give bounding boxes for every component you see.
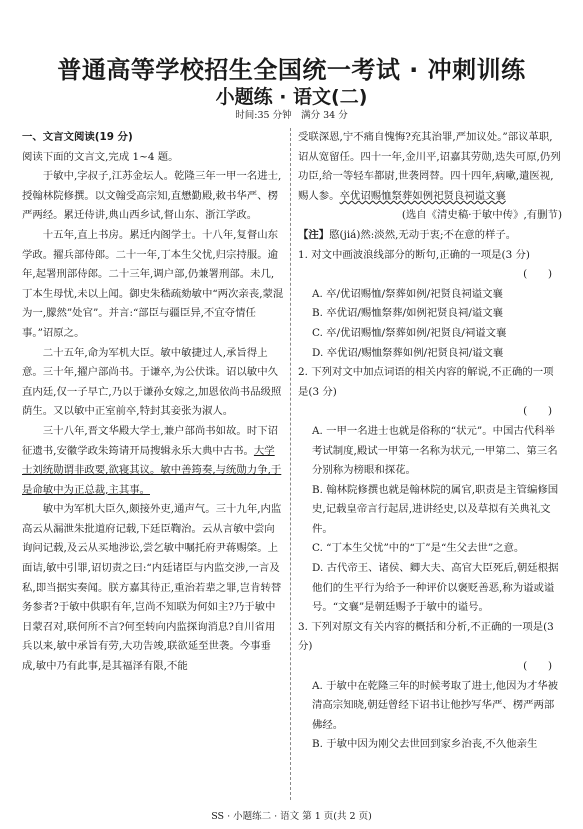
note-label: 【注】 xyxy=(298,228,330,241)
source-citation: (选自《清史稿·于敏中传》,有删节) xyxy=(401,209,562,222)
question-1 xyxy=(298,246,562,364)
exam-info: 时间:35 分钟 满分 34 分 xyxy=(235,110,348,121)
page-footer: SS · 小题练二 · 语文 第 1 页(共 2 页) xyxy=(211,811,372,822)
passage-paragraph-4 xyxy=(22,422,284,500)
question-2 xyxy=(298,363,562,618)
question-stem: 1. 对文中画波浪线部分的断句,正确的一项是(3 分) xyxy=(298,248,530,261)
left-column xyxy=(22,128,284,677)
instruction-text: 阅读下面的文言文,完成 1~4 题。 xyxy=(22,150,179,163)
option-d[interactable]: D. 古代帝王、诸侯、卿大夫、高官大臣死后,朝廷根据他们的生平行为给予一种评价以褒贬善恶,称为谥或谥号。“文襄”是朝廷赐予于敏中的谥号。 xyxy=(312,562,559,614)
option-b[interactable]: B. 卒优诏/赐恤祭葬/如例祀贤良祠/谥文襄 xyxy=(312,307,503,320)
passage-paragraph-2: 十五年,直上书房。累迁内阁学士。十八年,复督山东学政。擢兵部侍郎。二十一年,丁本生父忧,归宗持服。逾年,起署刑部侍郎。二十三年,调户部,仍兼署刑部。未几,丁本生母忧,未以上闻。御史朱嵇疏劾敏中“两次亲丧,蒙混为一,朦然”处官”。并言:“部臣与疆臣异,不宜夺情任事。”诏原之。 xyxy=(22,228,284,339)
note-text: 愍(jiá)然:淡然,无动于衷;不在意的样子。 xyxy=(329,228,517,241)
exam-title: 普通高等学校招生全国统一考试 · 冲刺训练 xyxy=(57,56,526,84)
column-divider xyxy=(290,128,291,800)
answer-bracket-row xyxy=(298,657,562,677)
question-stem: 2. 下列对文中加点词语的相关内容的解说,不正确的一项是(3 分) xyxy=(298,366,554,398)
option-c[interactable]: C. 卒/优诏赐恤/祭葬如例/祀贤良/祠谥文襄 xyxy=(312,326,507,339)
question-3 xyxy=(298,618,562,755)
answer-bracket[interactable]: ( ) xyxy=(523,660,552,673)
option-c[interactable]: C. “丁本生父忧”中的“丁”是“生父去世”之意。 xyxy=(312,542,525,555)
option-b[interactable]: B. 翰林院修撰也就是翰林院的属官,职责是主管编修国史,记载皇帝言行起居,进讲经史,以及草拟有关典礼文件。 xyxy=(312,483,559,535)
passage-paragraph-1: 于敏中,字叔子,江苏金坛人。乾隆三年一甲一名进士,授翰林院修撰。以文翰受高宗知,直懋勤殿,敕书华严、楞严两经。累迁侍讲,典山西乡试,督山东、浙江学政。 xyxy=(22,170,282,222)
exam-subtitle: 小题练 · 语文(二) xyxy=(215,86,368,108)
answer-bracket[interactable]: ( ) xyxy=(523,268,552,281)
answer-bracket-row xyxy=(298,265,562,285)
option-a[interactable]: A. 于敏中在乾隆三年的时候考取了进士,他因为才华被清高宗知晓,朝廷曾经下诏书让他抄写华严、楞严两部佛经。 xyxy=(312,679,559,731)
wavy-underlined-text: 卒优诏赐恤祭葬如例祀贤良祠谥文襄 xyxy=(339,189,506,202)
question-stem: 3. 下列对原文有关内容的概括和分析,不正确的一项是(3 分) xyxy=(298,620,554,653)
option-a[interactable]: A. 卒/优诏赐恤/祭葬如例/祀贤良祠谥文襄 xyxy=(312,287,503,300)
passage-continued-text: 受联深恩,宁不痛自愧悔?充其治罪,严加议处。”部议革职,诏从宽留任。四十一年,金川平,诏嘉其劳勋,迭失可原,仍列功臣,给一等轻车都尉,世袭罔替。四十四年,病嗽,遣医视,赐人参。 xyxy=(298,131,561,202)
annotation-note xyxy=(298,226,562,246)
passage-paragraph-4-a: 三十八年,晋文华殿大学士,兼户部尚书如故。时下诏征遗书,安徽学政朱筠请开局搜辑永乐大典中古书。 xyxy=(22,424,278,457)
option-a[interactable]: A. 一甲一名进士也就是俗称的“状元”。中国古代科举考试制度,殿试一甲第一名称为状元,一甲第二、第三名分别称为榜眼和探花。 xyxy=(312,424,558,477)
answer-bracket[interactable]: ( ) xyxy=(523,405,552,418)
passage-paragraph-5: 敏中为军机大臣久,颇接外吏,通声气。三十九年,内监高云从漏泄朱批道府记载,下廷臣鞫治。云从言敏中尝向询问记载,及云从买地涉讼,尝乞敏中嘱托府尹蒋赐棨。上面诘,敏中引罪,诏切责之曰:“内廷诸臣与内监交涉,一言及私,即当据实奏闻。朕方嘉其待正,重治若辈之罪,岂肯转替务参者?于敏中供职有年,岂尚不知联为何如主?乃于敏中日蒙召对,联何所不言?何至转向内监探询消息?自川省用兵以来,敏中承旨有劳,大功告竣,联欲延至世袭。今事垂成,敏中乃有此事,是其福泽有限,不能 xyxy=(22,503,282,673)
passage-paragraph-5-continued xyxy=(298,128,562,206)
option-b[interactable]: B. 于敏中因为刚父去世回到家乡治丧,不久他亲生 xyxy=(312,738,538,751)
option-d[interactable]: D. 卒优诏/赐恤祭葬如例/祀贤良祠/谥文襄 xyxy=(312,346,504,359)
answer-bracket-row xyxy=(298,402,562,422)
underlined-sentence-1: 大学士刘统勋谓非政要,欲寝其议。敏中善筠奏,与统勋力争,于是命敏中为正总裁,主其事。 xyxy=(22,444,282,496)
right-column xyxy=(298,128,562,755)
section-heading: 一、文言文阅读(19 分) xyxy=(22,131,133,143)
passage-paragraph-3: 二十五年,命为军机大臣。敏中敏捷过人,承旨得上意。三十年,擢户部尚书。于谦卒,为公伏诛。诏以敏中久直内廷,仅一子早亡,乃以于谦孙女嫁之,加恩依尚书品级照荫生。又以敏中正室前卒,特封其妾张为淑人。 xyxy=(22,346,282,418)
